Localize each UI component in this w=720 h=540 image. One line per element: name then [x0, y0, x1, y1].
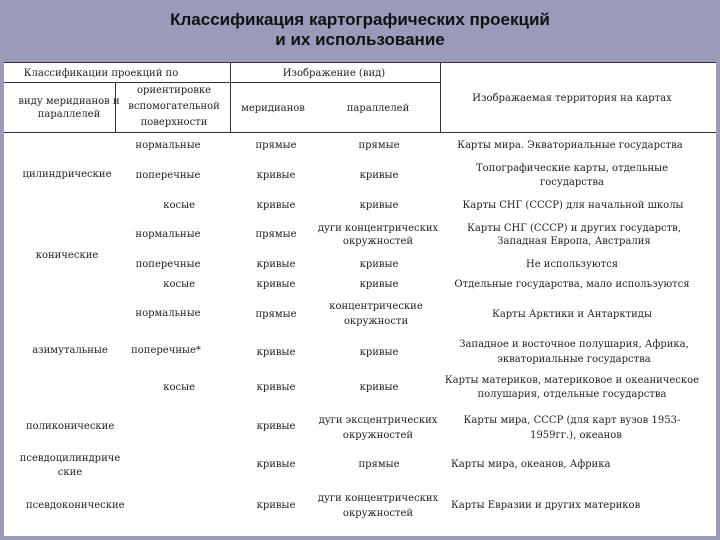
row6-meridians: кривые — [256, 279, 296, 290]
row1-parallels: прямые — [358, 140, 400, 151]
row4-territory-1: Карты СНГ (СССР) и других государств, — [467, 223, 681, 234]
row9-territory-2: полушария, отдельные государства — [477, 389, 667, 400]
row10-projection-name: поликонические — [26, 421, 115, 432]
row5-orientation: поперечные — [135, 259, 201, 270]
row11-parallels: прямые — [358, 459, 400, 470]
row9-parallels: кривые — [359, 382, 399, 393]
header-surface-2: вспомогательной — [128, 101, 220, 112]
row2-orientation: поперечные — [135, 170, 201, 181]
row3-territory: Карты СНГ (СССР) для начальной школы — [462, 200, 684, 211]
row5-meridians: кривые — [256, 259, 296, 270]
row2-meridians: кривые — [256, 170, 296, 181]
projection-table — [4, 62, 716, 536]
header-meridians: меридианов — [241, 103, 305, 114]
row10-meridians: кривые — [256, 421, 296, 432]
title-line-1: Классификация картографических проекций — [170, 10, 550, 29]
row9-orientation: косые — [163, 382, 195, 393]
row2-parallels: кривые — [359, 170, 399, 181]
title-line-2: и их использование — [275, 30, 445, 49]
header-territory: Изображаемая территория на картах — [472, 93, 672, 104]
row10-territory-2: 1959гг.), океанов — [530, 430, 622, 441]
group-azimuthal: азимутальные — [32, 345, 108, 356]
row3-orientation: косые — [163, 200, 195, 211]
row9-meridians: кривые — [256, 382, 296, 393]
header-classification-bottom-2: параллелей — [37, 109, 101, 120]
header-divider-bottom — [4, 132, 716, 133]
row5-territory: Не используются — [525, 259, 619, 270]
row8-territory-2: экваториальные государства — [497, 354, 651, 365]
row11-projection-name-2: ские — [57, 467, 83, 478]
header-classification-top: Классификации проекций по — [23, 68, 179, 79]
group-cylindrical: цилиндрические — [22, 169, 112, 180]
group-conic: конические — [35, 250, 99, 261]
header-surface-1: ориентировке — [136, 85, 212, 96]
row4-territory-2: Западная Европа, Австралия — [497, 236, 651, 247]
row1-meridians: прямые — [255, 140, 297, 151]
row2-territory-1: Топографические карты, отдельные — [475, 163, 669, 174]
row7-parallels-2: окружности — [343, 316, 409, 327]
header-image: Изображение (вид) — [282, 68, 386, 79]
row6-orientation: косые — [163, 279, 195, 290]
row10-parallels-1: дуги эксцентрических — [318, 415, 438, 426]
row8-parallels: кривые — [359, 347, 399, 358]
header-parallels: параллелей — [346, 103, 410, 114]
row4-orientation: нормальные — [135, 229, 201, 240]
col-divider-territory — [440, 62, 441, 132]
row4-parallels-1: дуги концентрических — [317, 223, 439, 234]
row12-territory: Карты Евразии и других материков — [451, 500, 641, 511]
row8-meridians: кривые — [256, 347, 296, 358]
row11-territory: Карты мира, океанов, Африка — [451, 459, 611, 470]
row1-territory: Карты мира. Экваториальные государства — [457, 140, 683, 151]
row8-orientation: поперечные* — [131, 345, 201, 356]
row6-parallels: кривые — [359, 279, 399, 290]
row2-territory-2: государства — [540, 177, 604, 188]
row10-parallels-2: окружностей — [342, 430, 414, 441]
row12-parallels-2: окружностей — [342, 508, 414, 519]
header-surface-3: поверхности — [140, 117, 208, 128]
row10-territory-1: Карты мира, СССР (для карт вузов 1953- — [463, 415, 681, 426]
row1-orientation: нормальные — [135, 140, 201, 151]
row4-parallels-2: окружностей — [342, 236, 414, 247]
row7-parallels-1: концентрические — [329, 301, 423, 312]
row5-parallels: кривые — [359, 259, 399, 270]
row12-projection-name: псевдоконические — [26, 500, 125, 511]
row3-parallels: кривые — [359, 200, 399, 211]
row9-territory-1: Карты материков, материковое и океаническое — [444, 375, 700, 386]
col-divider-image — [230, 62, 231, 132]
row3-meridians: кривые — [256, 200, 296, 211]
slide-title — [0, 10, 720, 50]
row7-orientation: нормальные — [135, 308, 201, 319]
header-divider-top — [4, 82, 440, 83]
row12-parallels-1: дуги концентрических — [317, 493, 439, 504]
table-top-border — [4, 62, 716, 63]
row11-meridians: кривые — [256, 459, 296, 470]
row8-territory-1: Западное и восточное полушария, Африка, — [459, 339, 689, 350]
row6-territory: Отдельные государства, мало используются — [454, 279, 690, 290]
row4-meridians: прямые — [255, 229, 297, 240]
header-classification-bottom-1: виду меридианов и — [18, 96, 120, 107]
row11-projection-name-1: псевдоцилиндриче — [19, 453, 121, 464]
row7-meridians: прямые — [255, 309, 297, 320]
row12-meridians: кривые — [256, 500, 296, 511]
row7-territory: Карты Арктики и Антарктиды — [492, 309, 652, 320]
